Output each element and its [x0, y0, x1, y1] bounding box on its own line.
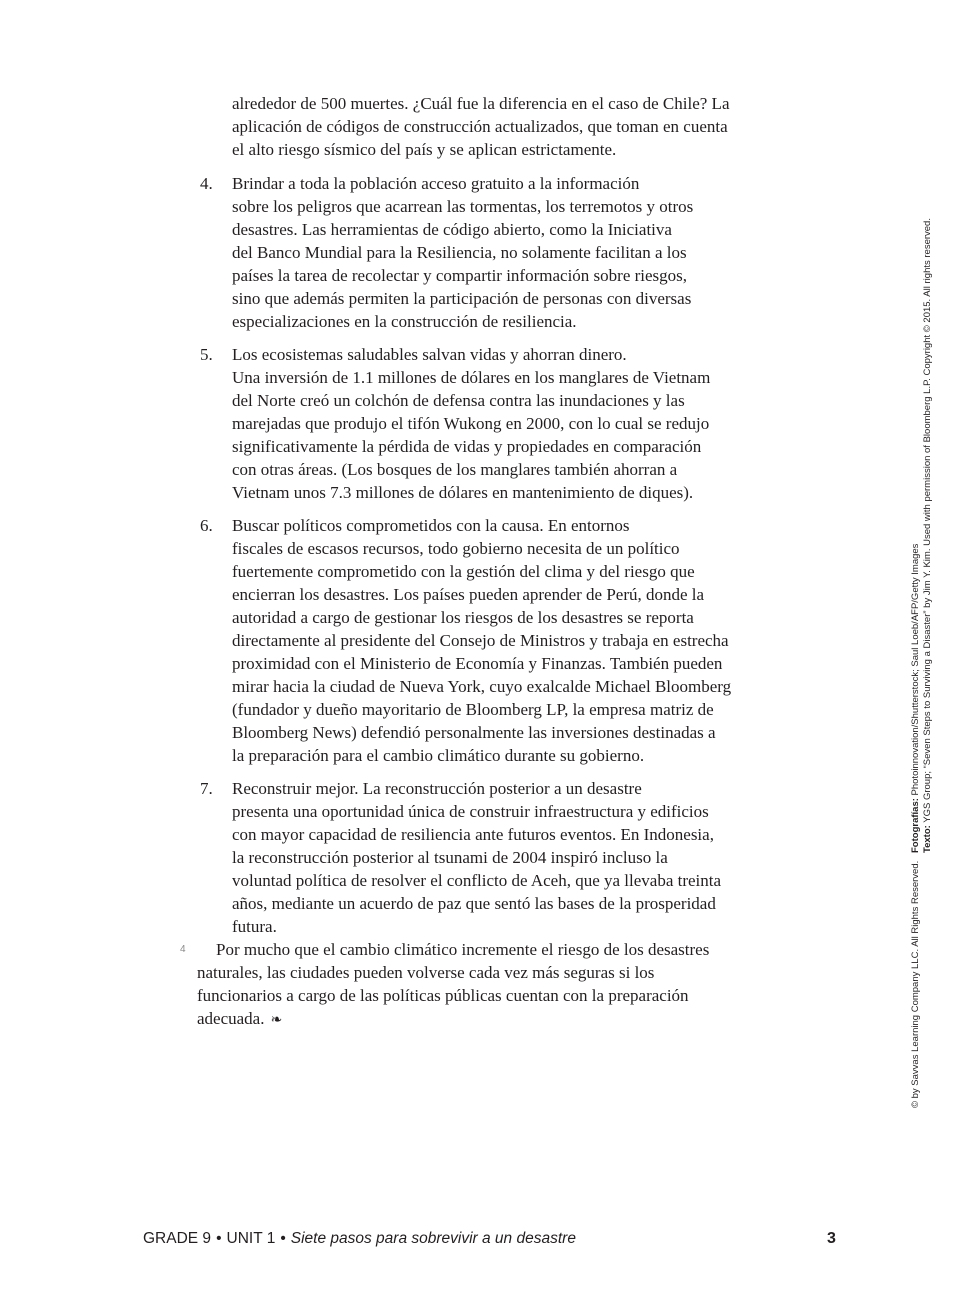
text-line: países la tarea de recolectar y compartir información sobre riesgos,	[232, 266, 688, 285]
credits-block	[910, 218, 934, 853]
text-line: directamente al presidente del Consejo de Ministros y trabaja en estrecha	[232, 631, 729, 650]
list-number: 5.	[200, 345, 213, 364]
footer-unit: UNIT 1	[226, 1230, 276, 1247]
text-line: mirar hacia la ciudad de Nueva York, cuyo exalcalde Michael Bloomberg	[232, 677, 732, 696]
footer-bullet: •	[280, 1230, 286, 1247]
text-line: encierran los desastres. Los países pueden aprender de Perú, donde la	[232, 585, 705, 604]
text-line: Reconstruir mejor. La reconstrucción posterior a un desastre	[232, 779, 642, 798]
text-line: del Banco Mundial para la Resiliencia, no solamente facilitan a los	[232, 243, 687, 262]
list-number: 7.	[200, 779, 213, 798]
text-line: Por mucho que el cambio climático incremente el riesgo de los desastres	[216, 940, 710, 959]
text-line: Bloomberg News) defendió personalmente las inversiones destinadas a	[232, 723, 716, 742]
text-line: voluntad política de resolver el conflicto de Aceh, que ya llevaba treinta	[232, 871, 722, 890]
savvas-copyright: © by Savvas Learning Company LLC. All Rights Reserved.	[910, 860, 921, 1108]
footer-grade: GRADE 9	[143, 1230, 212, 1247]
text-line: la preparación para el cambio climático durante su gobierno.	[232, 746, 645, 765]
footer-title: Siete pasos para sobrevivir a un desastre	[290, 1230, 576, 1247]
text-line: futura.	[232, 917, 277, 936]
text-line: del Norte creó un colchón de defensa contra las inundaciones y las	[232, 391, 685, 410]
text-line: significativamente la pérdida de vidas y propiedades en comparación	[232, 437, 702, 456]
text-line: Buscar políticos comprometidos con la causa. En entornos	[232, 516, 630, 535]
final-paragraph	[197, 938, 797, 1032]
text-line: fuertemente comprometido con la gestión del clima y del riesgo que	[232, 562, 695, 581]
text-line: con mayor capacidad de resiliencia ante futuros eventos. En Indonesia,	[232, 825, 714, 844]
text-line: Una inversión de 1.1 millones de dólares en los manglares de Vietnam	[232, 368, 711, 387]
paragraph-number: 4	[180, 944, 186, 955]
text-line: desastres. Las herramientas de código abierto, como la Iniciativa	[232, 220, 672, 239]
text-line: marejadas que produjo el tifón Wukong en 2000, con lo cual se redujo	[232, 414, 710, 433]
text-line: Los ecosistemas saludables salvan vidas y ahorran dinero.	[232, 345, 627, 364]
page-number: 3	[827, 1230, 836, 1247]
text-line: naturales, las ciudades pueden volverse cada vez más seguras si los	[197, 963, 655, 982]
text-line: sino que además permiten la participación de personas con diversas	[232, 289, 692, 308]
text-line: adecuada.	[197, 1009, 265, 1028]
text-credit-text: YGS Group; “Seven Steps to Surviving a Disaster” by Jim Y. Kim. Used with permission of Bloomberg L.P. Copyright © 2015. All rights reserved.	[922, 218, 933, 826]
text-line: funcionarios a cargo de las políticas públicas cuentan con la preparación	[197, 986, 689, 1005]
text-line: alrededor de 500 muertes. ¿Cuál fue la diferencia en el caso de Chile? La	[232, 94, 730, 113]
text-line: Vietnam unos 7.3 millones de dólares en mantenimiento de diques).	[232, 483, 694, 502]
text-line: el alto riesgo sísmico del país y se aplican estrictamente.	[232, 140, 617, 159]
list-number: 6.	[200, 516, 213, 535]
text-line: aplicación de códigos de construcción actualizados, que toman en cuenta	[232, 117, 728, 136]
text-line: (fundador y dueño mayoritario de Bloomberg LP, la empresa matriz de	[232, 700, 714, 719]
fleuron-end-mark-icon: ❧	[270, 1012, 283, 1028]
text-line: sobre los peligros que acarrean las tormentas, los terremotos y otros	[232, 197, 694, 216]
page-footer	[143, 1230, 576, 1248]
text-line: con otras áreas. (Los bosques de los manglares también ahorran a	[232, 460, 678, 479]
text-line: años, mediante un acuerdo de paz que sentó las bases de la prosperidad	[232, 894, 716, 913]
photos-credit-label: Fotografías:	[910, 798, 921, 853]
text-credit-label: Texto:	[922, 825, 933, 853]
footer-bullet: •	[216, 1230, 222, 1247]
list-number: 4.	[200, 174, 213, 193]
list-item-6	[200, 514, 800, 767]
list-item-4	[200, 172, 800, 333]
text-line: la reconstrucción posterior al tsunami de 2004 inspiró incluso la	[232, 848, 668, 867]
text-line: Brindar a toda la población acceso gratuito a la información	[232, 174, 640, 193]
text-line: especializaciones en la construcción de resiliencia.	[232, 312, 577, 331]
list-item-5	[200, 343, 800, 504]
text-line: presenta una oportunidad única de construir infraestructura y edificios	[232, 802, 709, 821]
text-line: autoridad a cargo de gestionar los riesgos de los desastres se reporta	[232, 608, 694, 627]
continuation-paragraph	[232, 92, 797, 161]
text-line: proximidad con el Ministerio de Economía y Finanzas. También pueden	[232, 654, 723, 673]
list-item-7	[200, 777, 800, 938]
text-line: fiscales de escasos recursos, todo gobierno necesita de un político	[232, 539, 680, 558]
photos-credit-text: Photoinnovation/Shutterstock; Saul Loeb/AFP/Getty Images	[910, 543, 921, 799]
